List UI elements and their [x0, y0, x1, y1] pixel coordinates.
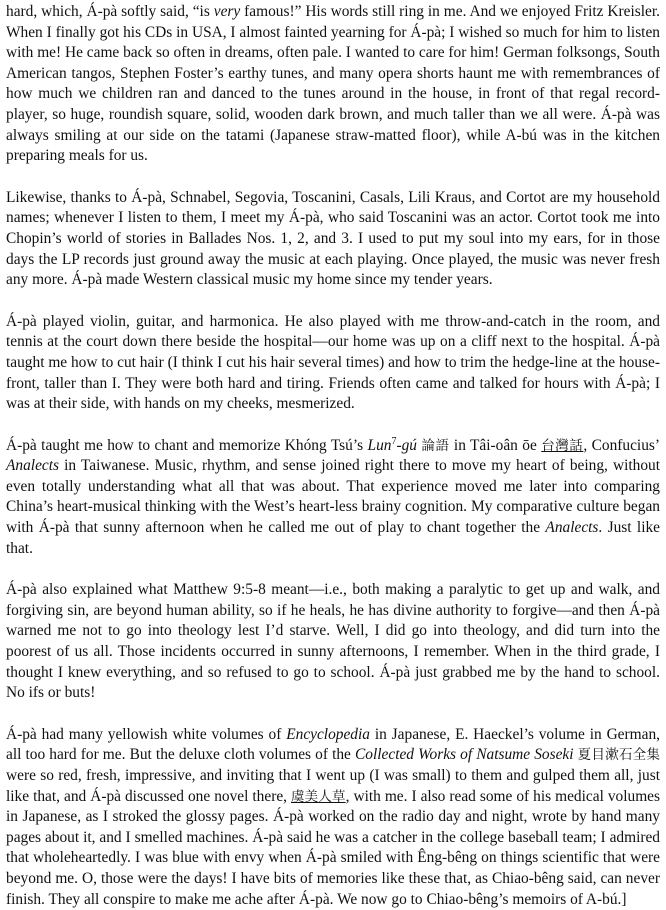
text-run: in Taiwanese. Music, rhythm, and sense joined right there to move my heart of being, without even totally understanding what all that was about. That experience moved me later into comparing China’s heart-musical thinking with the West’s heart-less brainy cognition. My comparative culture began with Á-pà that sunny afternoon when he called me out of play to chant together the	[6, 457, 660, 537]
cjk-text: 台灣話	[541, 437, 584, 454]
text-run: , Confucius’	[583, 436, 661, 454]
superscript: 7	[391, 435, 397, 447]
text-run: Á-pà taught me how to chant and memorize Khóng Tsú’s	[6, 436, 368, 454]
italic-text: Analects	[6, 457, 59, 475]
text-run: , with me. I also read some of his medical volumes in Japanese, as I stroked the glossy pages. Á-pà worked on the radio day and night, wrote by hand many pages about it, and I smelled machines. Á-pà said he was a catcher in the college baseball team; I admired that wholeheartedly. I was blue with envy when Á-pà smiled with Êng-bêng on things scientific that were beyond me. O, those were the days! I have bits of memories like these that, as Chiao-bêng said, can never finish. They all conspire to make me ache after Á-pà. We now go to Chiao-bêng’s memoirs of A-bú.]	[6, 787, 660, 908]
text-run: hard, which, Á-pà softly said, “is	[6, 3, 214, 20]
text-run: in Tâi-oân ōe	[449, 436, 542, 454]
text-run: Á-pà had many yellowish white volumes of	[6, 725, 287, 743]
paragraph	[6, 312, 660, 415]
paragraph	[6, 580, 660, 704]
italic-text: Encyclopedia	[286, 725, 370, 743]
text-run: were so red, fresh, impressive, and inviting that I went up (I was small) to them and gulped them all, just like that, and Á-pà discussed one novel there,	[6, 767, 660, 805]
paragraph	[6, 188, 660, 291]
text-run: Á-pà played violin, guitar, and harmonica. He also played with me throw-and-catch in the room, and tennis at the court down there beside the hospital—our home was up on a cliff next to the hospital. Á-pà taught me how to cut hair (I think I cut his hair several times) and how to trim the hedge-line at the house-front, taller than I. They were both hard and tiring. Friends often came and talked for hours with Á-pà; I was at their side, with hands on my cheeks, mesmerized.	[6, 312, 660, 413]
text-run: . Just like that.	[6, 519, 660, 557]
italic-text: Collected Works of Natsume Soseki	[355, 746, 574, 764]
text-run: famous!” His words still ring in me. And we enjoyed Fritz Kreisler. When I finally got his CDs in USA, I almost fainted yearning for Á-pà; I wished so much for him to listen with me! He came back so often in dreams, often pale. I wanted to care for him! German folksongs, South American tangos, Stephen Foster’s earthy tunes, and many opera shorts haunt me with remembrances of how much we children ran and danced to the tunes around in the house, in front of that regal record-player, so huge, roundish square, solid, wooden dark brown, and much taller than we all were. Á-pà was always smiling at our side on the tatami (Japanese straw-matted floor), while A-bú was in the kitchen preparing meals for us.	[6, 3, 660, 165]
italic-text: Analects	[545, 519, 599, 537]
text-run: Likewise, thanks to Á-pà, Schnabel, Segovia, Toscanini, Casals, Lili Kraus, and Cortot are my household names; whenever I listen to them, I meet my Á-pà, who said Toscanini was an actor. Cortot took me into Chopin’s world of stories in Ballades Nos. 1, 2, and 3. I used to put my soul into my ears, for in those days the LP records just ground away the music at each playing. Once played, the music was never fresh any more. Á-pà made Western classical music my home since my tender years.	[6, 188, 660, 289]
cjk-text: 虞美人草	[291, 788, 346, 805]
paragraph	[6, 436, 660, 560]
italic-text: very	[213, 3, 241, 20]
cjk-text: 論語	[421, 437, 450, 454]
text-run: in Japanese, E. Haeckel’s volume in German, all too hard for me. But the deluxe cloth volumes of the	[6, 725, 660, 764]
cjk-text: 夏目漱石全集	[577, 747, 661, 764]
text-run: Á-pà also explained what Matthew 9:5-8 meant—i.e., both making a paralytic to get up and walk, and forgiving sin, are beyond human ability, so if he heals, he has divine authority to forgive—and then Á-pà warned me not to go into theology lest I’d starve. Well, I did go into theology, and did turn into the poorest of us all. Those incidents occurred in sunny afternoons, I remember. When in the third grade, I thought I knew everything, and so refused to go to school. Á-pà just grabbed me by the hand to school. No ifs or buts!	[6, 581, 660, 702]
paragraph	[6, 725, 660, 910]
paragraph	[6, 2, 660, 167]
italic-text: -gú	[396, 436, 417, 454]
italic-text: Lun	[367, 436, 392, 454]
